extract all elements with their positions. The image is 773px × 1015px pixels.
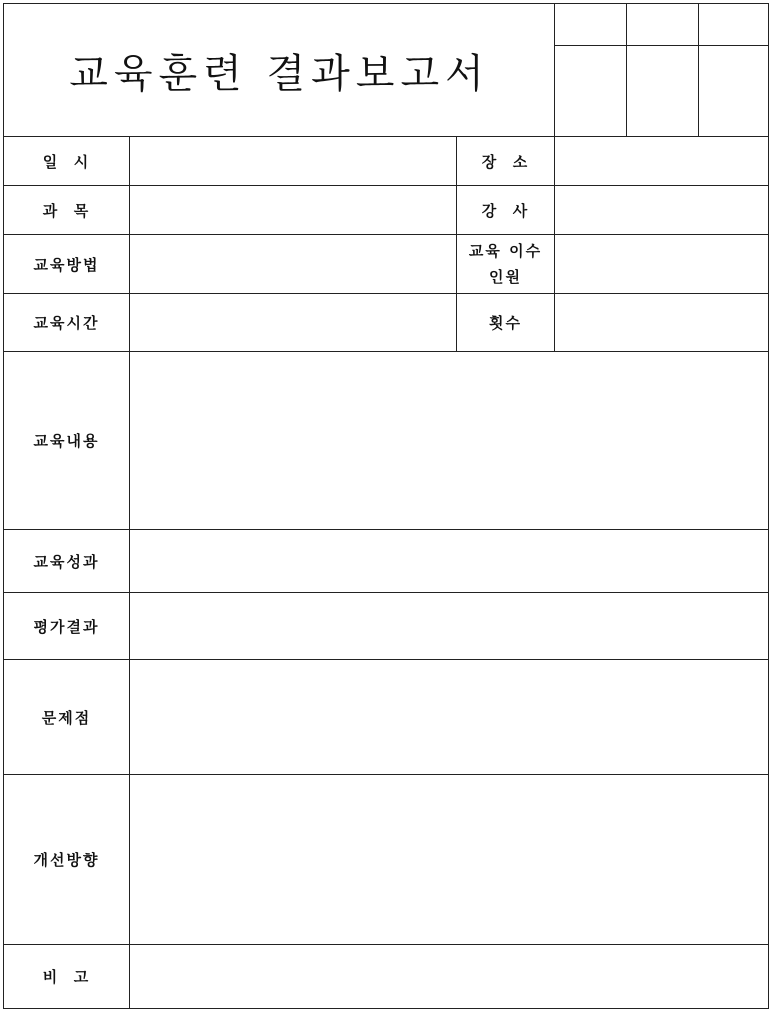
- document-title: 교육훈련 결과보고서: [69, 50, 490, 97]
- approval-box-2[interactable]: [628, 46, 698, 136]
- date-label: 일 시: [42, 152, 91, 171]
- approval-box-3[interactable]: [700, 46, 768, 136]
- remarks-label: 비 고: [42, 968, 91, 986]
- completion-label: [457, 235, 554, 293]
- completion-field[interactable]: [556, 235, 768, 293]
- instructor-label: 강 사: [481, 201, 530, 220]
- completion-label-line1: 교육 이수: [468, 242, 543, 260]
- content-field[interactable]: [131, 352, 768, 529]
- instructor-field[interactable]: [556, 186, 768, 234]
- course-label: 과 목: [42, 201, 91, 220]
- problems-field[interactable]: [131, 660, 768, 774]
- improvement-field[interactable]: [131, 775, 768, 944]
- hours-label: 교육시간: [33, 314, 100, 332]
- outcome-label: 교육성과: [33, 552, 100, 571]
- evaluation-label: 평가결과: [33, 617, 100, 636]
- remarks-field[interactable]: [131, 945, 768, 1008]
- improvement-label: 개선방향: [33, 851, 100, 869]
- problems-label: 문제점: [41, 708, 92, 727]
- approval-box-1[interactable]: [556, 46, 626, 136]
- content-label: 교육내용: [33, 432, 100, 450]
- count-label: 횟수: [489, 314, 522, 332]
- place-field[interactable]: [556, 137, 768, 185]
- place-label: 장 소: [481, 152, 530, 171]
- count-field[interactable]: [556, 294, 768, 351]
- report-form: [3, 3, 769, 1009]
- method-field[interactable]: [131, 235, 455, 293]
- evaluation-field[interactable]: [131, 593, 768, 659]
- method-label: 교육방법: [33, 255, 100, 274]
- course-field[interactable]: [131, 186, 455, 234]
- outcome-field[interactable]: [131, 530, 768, 592]
- hours-field[interactable]: [131, 294, 455, 351]
- completion-label-line2: 인원: [489, 268, 522, 286]
- date-field[interactable]: [131, 137, 455, 185]
